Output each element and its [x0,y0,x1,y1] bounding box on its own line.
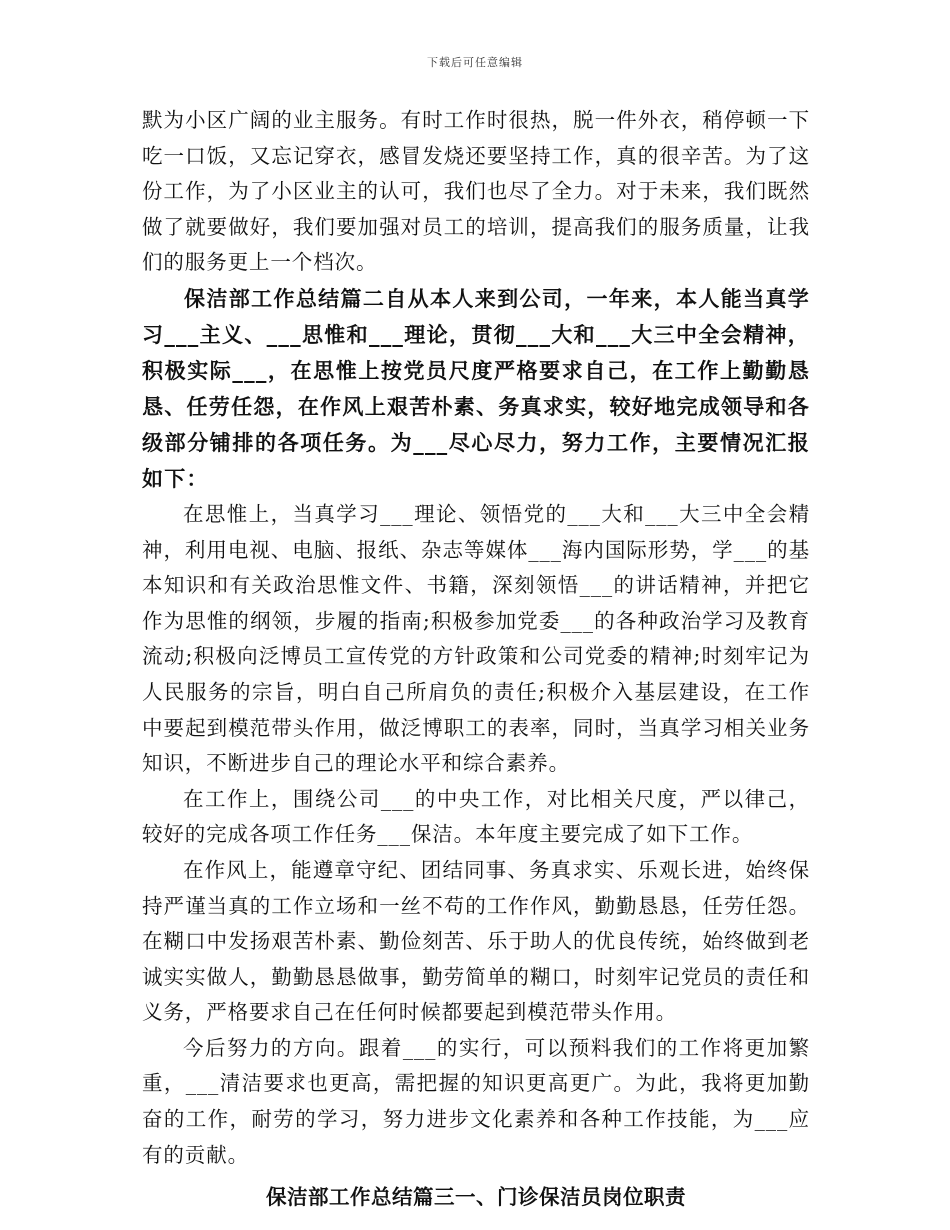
paragraph-6: 今后努力的方向。跟着___的实行，可以预料我们的工作将更加繁重，___清洁要求也更高，需把握的知识更高更广。为此，我将更加勤奋的工作，耐劳的学习，努力进步文化素养和各种工作技能，为___应有的贡献。 [142,1035,810,1167]
paragraph-1: 默为小区广阔的业主服务。有时工作时很热，脱一件外衣，稍停顿一下吃一口饭，又忘记穿衣，感冒发烧还要坚持工作，真的很辛苦。为了这份工作，为了小区业主的认可，我们也尽了全力。对于未来，我们既然做了就要做好，我们要加强对员工的培训，提高我们的服务质量，让我们的服务更上一个档次。 [142,108,810,275]
paragraph-5: 在作风上，能遵章守纪、团结同事、务真求实、乐观长进，始终保持严谨当真的工作立场和一丝不苟的工作作风，勤勤恳恳，任劳任怨。在糊口中发扬艰苦朴素、勤俭刻苦、乐于助人的优良传统，始终做到老诚实实做人，勤勤恳恳做事，勤劳简单的糊口，时刻牢记党员的责任和义务，严格要求自己在任何时候都要起到模范带头作用。 [142,857,810,1025]
paragraph-4: 在工作上，围绕公司___的中央工作，对比相关尺度，严以律己，较好的完成各项工作任务___保洁。本年度主要完成了如下工作。 [142,786,810,847]
section-heading: 保洁部工作总结篇三一、门诊保洁员岗位职责 [266,1185,686,1210]
document-body [142,103,810,1217]
paragraph-2-bold: 保洁部工作总结篇二自从本人来到公司，一年来，本人能当真学习___主义、___思惟和___理论，贯彻___大和___大三中全会精神，积极实际___，在思惟上按党员尺度严格要求自己，在工作上勤勤恳恳、任劳任怨，在作风上艰苦朴素、务真求实，较好地完成领导和各级部分铺排的各项任务。为___尽心尽力，努力工作，主要情况汇报如下： [142,285,810,491]
paragraph-3: 在思惟上，当真学习___理论、领悟党的___大和___大三中全会精神，利用电视、电脑、报纸、杂志等媒体___海内国际形势，学___的基本知识和有关政治思惟文件、书籍，深刻领悟___的讲话精神，并把它作为思惟的纲领，步履的指南;积极参加党委___的各种政治学习及教育流动;积极向泛博员工宣传党的方针政策和公司党委的精神;时刻牢记为人民服务的宗旨，明白自己所肩负的责任;积极介入基层建设，在工作中要起到模范带头作用，做泛博职工的表率，同时，当真学习相关业务知识，不断进步自己的理论水平和综合素养。 [142,501,810,776]
page-header: 下载后可任意编辑 [427,56,523,69]
